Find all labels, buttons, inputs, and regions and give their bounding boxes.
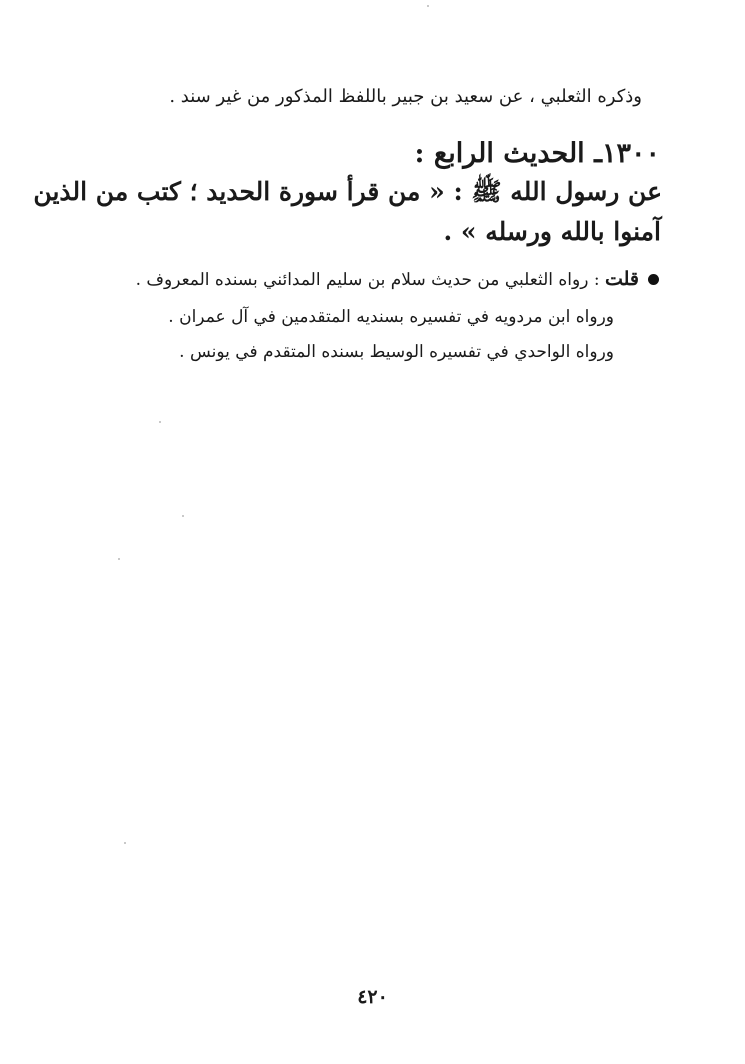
scan-speck [124, 842, 126, 844]
scan-speck [182, 515, 184, 517]
note-line-1 [136, 268, 659, 291]
hadith-text-line-1: عن رسول الله ﷺ : « من قرأ سورة الحديد ؛ كتب من الذين [33, 177, 662, 206]
scan-speck [427, 5, 429, 7]
note-line-3: ورواه الواحدي في تفسيره الوسيط بسنده المتقدم في يونس . [179, 342, 614, 362]
intro-paragraph: وذكره الثعلبي ، عن سعيد بن جبير باللفظ المذكور من غير سند . [169, 86, 642, 107]
bullet-icon [648, 274, 659, 285]
note-label: قلت [604, 268, 639, 290]
page-number: ٤٢٠ [357, 986, 388, 1008]
scan-speck [118, 558, 120, 560]
note-line-2: ورواه ابن مردويه في تفسيره بسنديه المتقدمين في آل عمران . [168, 307, 614, 327]
hadith-heading: ١٣٠٠ـ الحديث الرابع : [414, 138, 660, 169]
scan-speck [159, 421, 161, 423]
hadith-text-line-2: آمنوا بالله ورسله » . [443, 217, 661, 246]
note-line-1-text: : رواه الثعلبي من حديث سلام بن سليم المدائني بسنده المعروف . [135, 270, 605, 290]
